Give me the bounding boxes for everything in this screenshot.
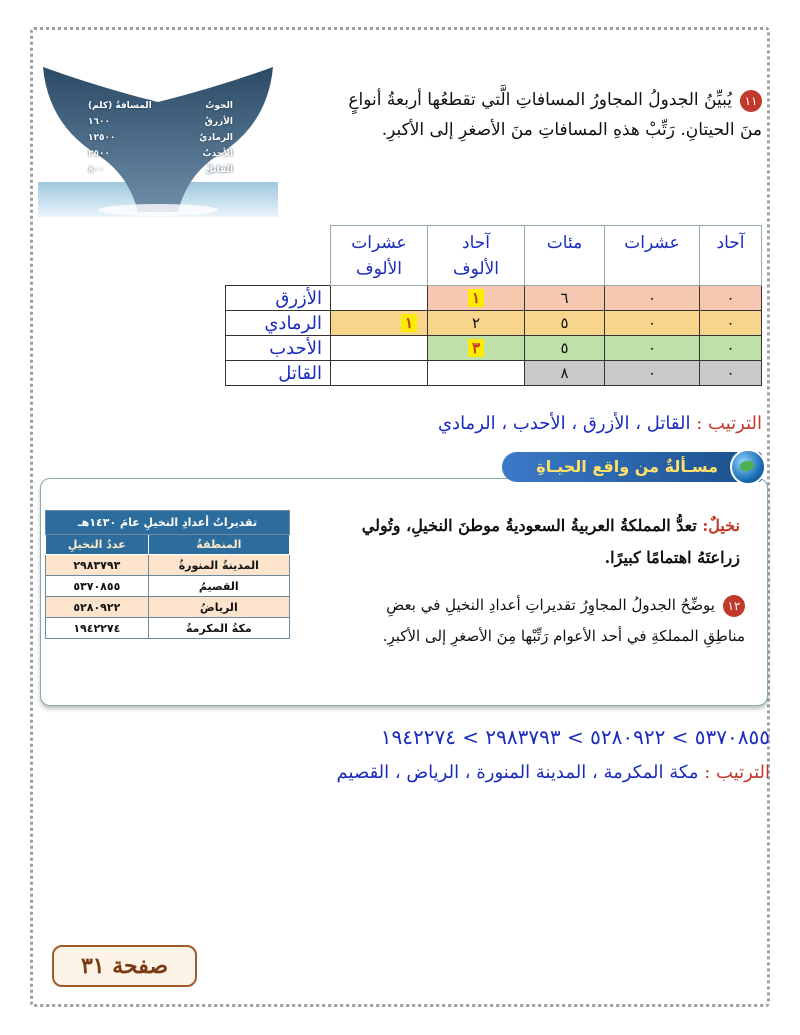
table-row: ٠ ٠ ٦ ١ الأزرق — [226, 286, 762, 311]
table-row: الرياضُ ٥٢٨٠٩٢٢ — [46, 597, 290, 618]
palm-intro-text: نخيلٌ: تعدُّ المملكةُ العربيةُ السعوديةُ موطنَ النخيلِ، وتُولي زراعتَهُ اهتمامًا كبيرًا. — [361, 516, 740, 567]
header-ones: آحاد — [700, 226, 762, 286]
palm-table-caption: تقديراتُ أعدادِ النخيلِ عامَ ١٤٣٠هـ — [46, 511, 290, 535]
header-ten-thousands: عشرات الألوف — [331, 226, 428, 286]
table-row: ٠ ٠ ٥ ٢ ١ الرمادي — [226, 311, 762, 336]
order-answer-1: الترتيب : القاتل ، الأزرق ، الأحدب ، الرمادي — [437, 413, 762, 434]
highlighted-digit: ١ — [468, 289, 484, 307]
order-answer-2: الترتيب : مكة المكرمة ، المدينة المنورة ، الرياض ، القصيم — [336, 762, 770, 783]
real-life-banner: مسـألةٌ من واقع الحيـاةِ — [502, 452, 762, 482]
header-thousands: آحاد الألوف — [428, 226, 525, 286]
whale-table-row: الأزرقُ ١٦٠٠ — [88, 117, 233, 127]
table-row: مكةُ المكرمةُ ١٩٤٢٢٧٤ — [46, 618, 290, 639]
exercise-12-text: ١٢يوضِّحُ الجدولُ المجاوِرُ تقديراتِ أعدادِ النخيلِ في بعضِ مناطِقِ المملكةِ في أحد الأعوام رَتِّبْها مِنَ الأصغرِ إلى الأكبرِ. — [382, 596, 745, 645]
header-empty — [226, 226, 331, 286]
table-row: ٠ ٠ ٨ القاتل — [226, 361, 762, 386]
header-hundreds: مئات — [525, 226, 605, 286]
whale-table-row: الرماديُ ١٢٥٠٠ — [88, 133, 233, 143]
table-row: القصيمُ ٥٣٧٠٨٥٥ — [46, 576, 290, 597]
header-tens: عشرات — [605, 226, 700, 286]
highlighted-digit: ١ — [401, 314, 417, 332]
highlighted-digit: ٣ — [468, 339, 484, 357]
table-row: ٠ ٠ ٥ ٣ الأحدب — [226, 336, 762, 361]
whale-label: الأزرق — [226, 286, 331, 311]
whale-table-header: الحوتُ المسافةُ (كلم) — [88, 101, 233, 111]
whale-distance-table — [88, 98, 233, 178]
exercise-11-text: ١١يُبيِّنُ الجدولُ المجاورُ المسافاتِ الَّتي تقطعُها أربعةُ أنواعٍ منَ الحيتانِ. رَتِّبْ هذهِ المسافاتِ منَ الأصغرِ إلى الأكبرِ. — [348, 90, 762, 140]
whale-label: القاتل — [226, 361, 331, 386]
question-number-11: ١١ — [740, 90, 762, 112]
page-number-badge: صفحة ٣١ — [52, 945, 197, 987]
place-value-header-row — [226, 226, 762, 286]
whale-label: الرمادي — [226, 311, 331, 336]
place-value-table — [225, 225, 762, 386]
question-number-12: ١٢ — [723, 595, 745, 617]
whale-label: الأحدب — [226, 336, 331, 361]
palm-table-header: المنطقةُ عددُ النخيلِ — [46, 535, 290, 555]
table-row: المدينةُ المنورةُ ٢٩٨٣٧٩٣ — [46, 555, 290, 576]
whale-table-row: القاتلُ ٨٠٠ — [88, 165, 233, 175]
palm-estimates-table — [45, 510, 290, 639]
globe-icon — [730, 449, 766, 485]
inequality-answer: ٥٣٧٠٨٥٥ > ٥٢٨٠٩٢٢ > ٢٩٨٣٧٩٣ > ١٩٤٢٢٧٤ — [380, 725, 770, 749]
whale-table-row: الأحدبُ ٣٥٠٠ — [88, 149, 233, 159]
